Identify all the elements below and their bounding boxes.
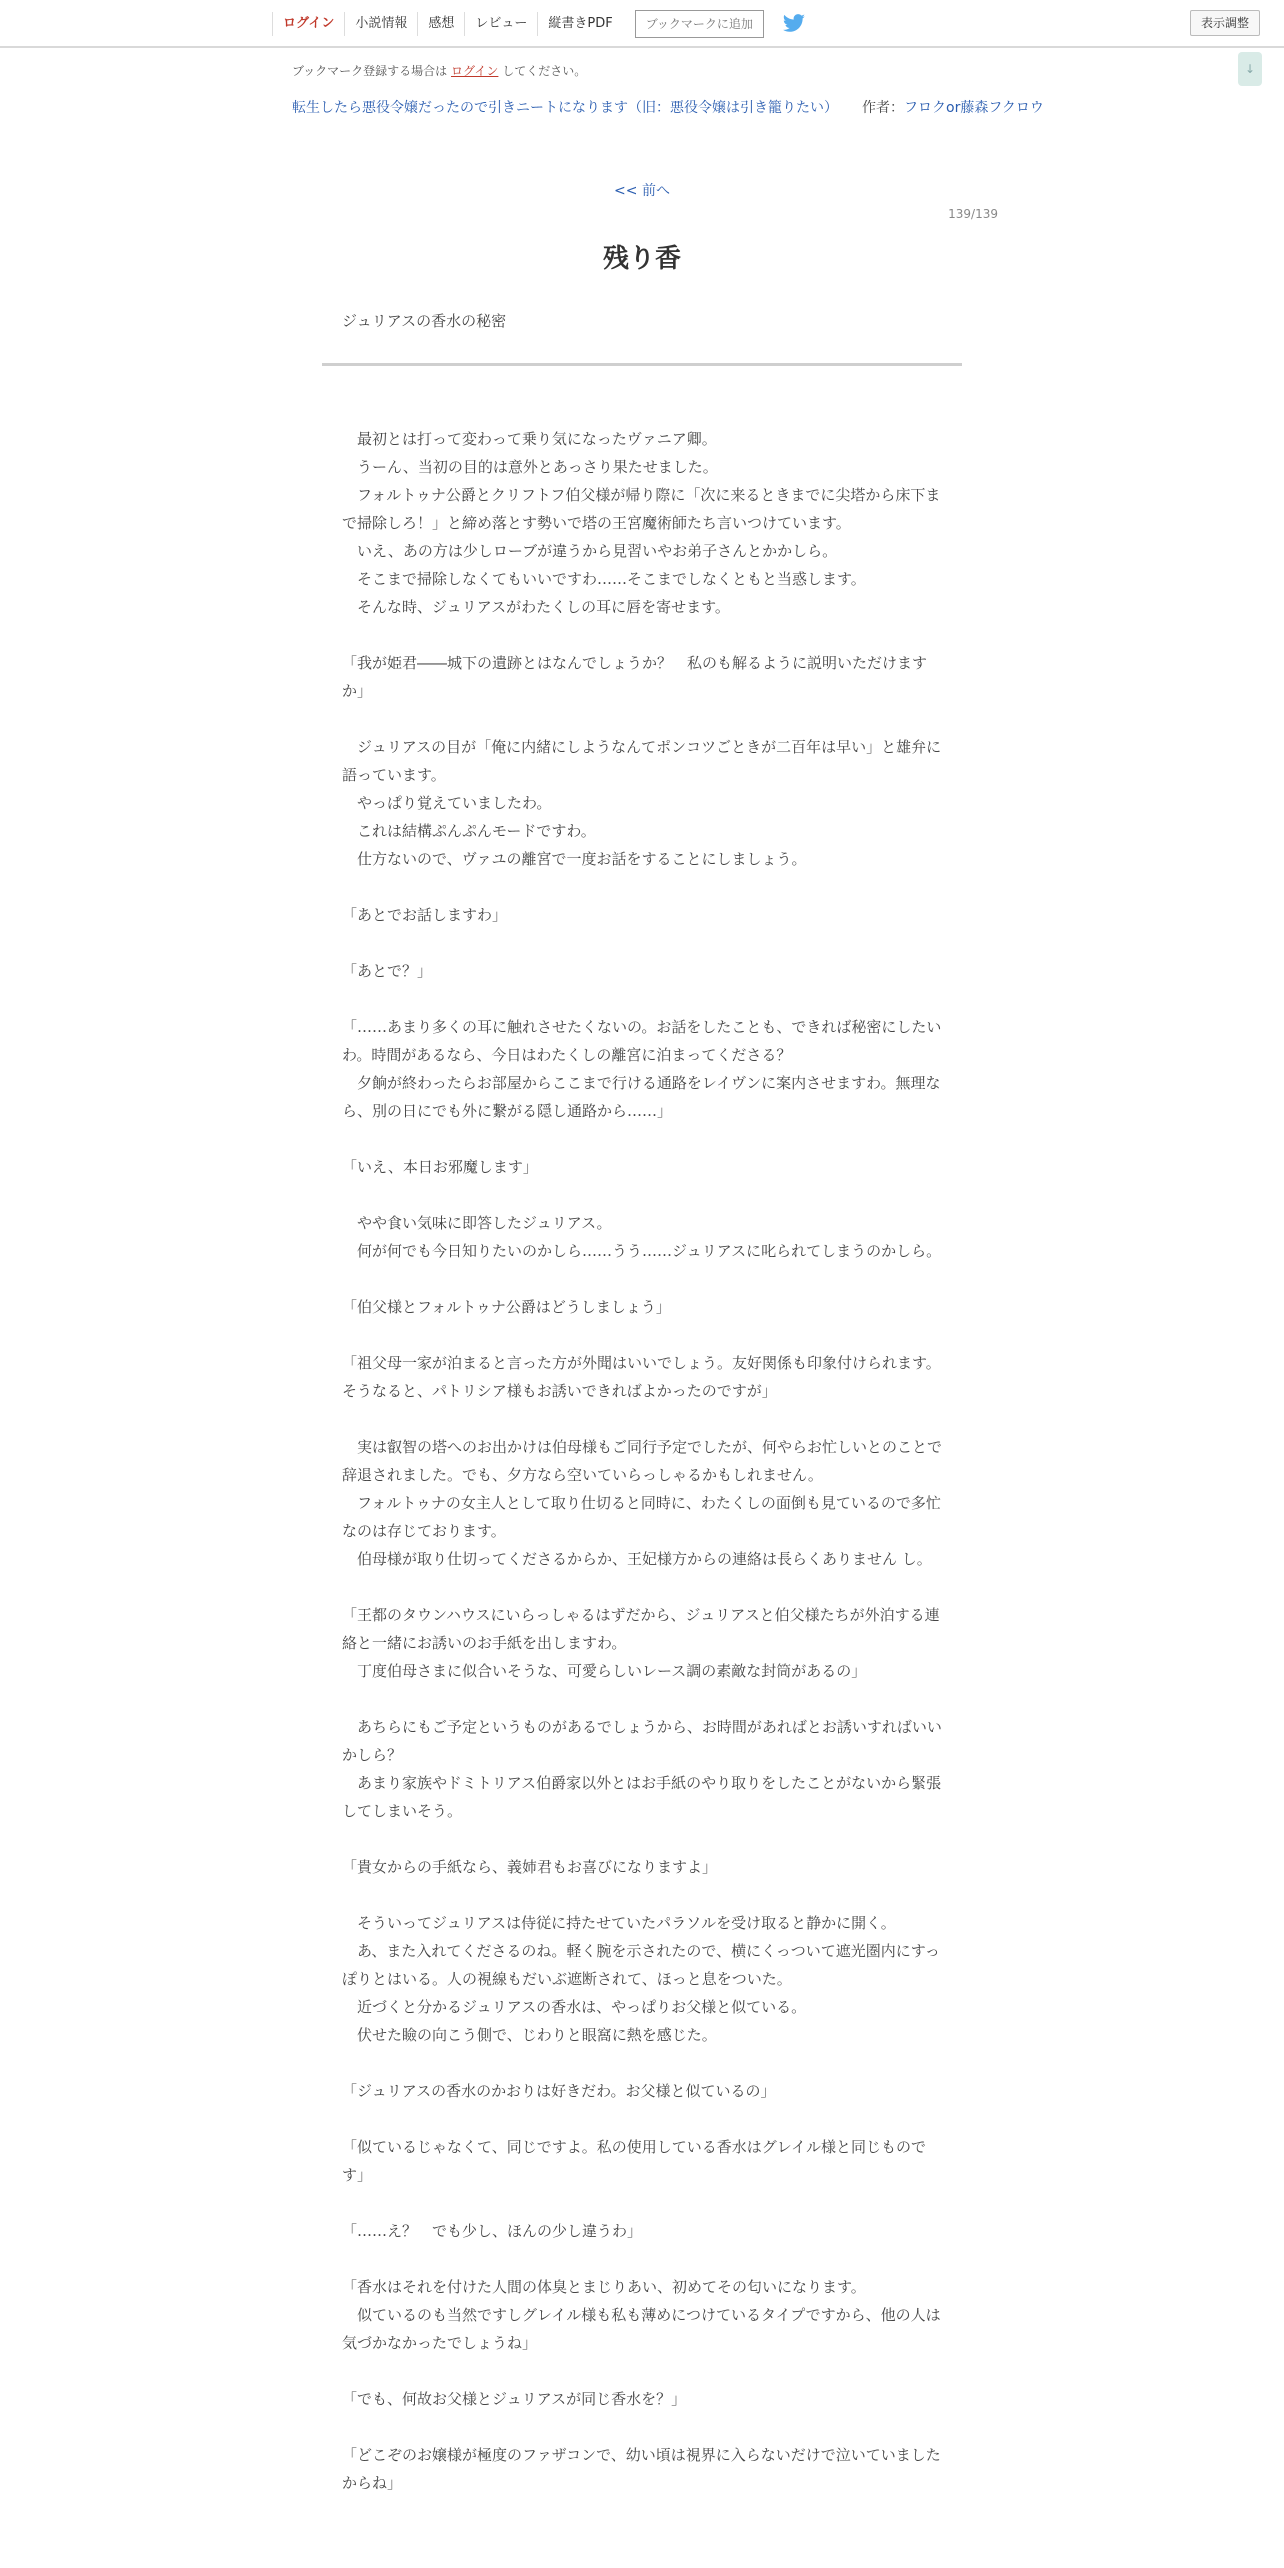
body-paragraph: 「貴女からの手紙なら、義姉君もお喜びになりますよ」 [342, 1858, 718, 1876]
preface-divider [322, 363, 962, 366]
chapter-preface: ジュリアスの香水の秘密 [342, 312, 507, 330]
body-paragraph: ジュリアスの目が「俺に内緒にしようなんてポンコツごときが二百年は早い」と雄弁に語っています。 [342, 738, 942, 784]
chapter-body [342, 425, 942, 2497]
nav-novel-info[interactable]: 小説情報 [344, 12, 417, 36]
blank-line [342, 705, 942, 733]
body-paragraph: やっぱり覚えていましたわ。 [342, 794, 552, 812]
blank-line [342, 1181, 942, 1209]
blank-line [342, 1125, 942, 1153]
body-paragraph: 似ているのも当然ですしグレイル様も私も薄めにつけているタイプですから、他の人は気づかなかったでしょうね」 [342, 2306, 941, 2352]
body-paragraph: 「王都のタウンハウスにいらっしゃるはずだから、ジュリアスと伯父様たちが外泊する連絡と一緒にお誘いのお手紙を出しますわ。 [342, 1606, 940, 1652]
body-paragraph: 「……あまり多くの耳に触れさせたくないの。お話をしたことも、できれば秘密にしたいわ。時間があるなら、今日はわたくしの離宮に泊まってくださる？ [342, 1018, 942, 1064]
nav-vertical-pdf[interactable]: 縦書きPDF [537, 12, 622, 36]
body-paragraph: あまり家族やドミトリアス伯爵家以外とはお手紙のやり取りをしたことがないから緊張してしまいそう。 [342, 1774, 942, 1820]
body-paragraph: そういってジュリアスは侍従に持たせていたパラソルを受け取ると静かに開く。 [342, 1914, 896, 1932]
main-nav [272, 12, 806, 36]
blank-line [342, 873, 942, 901]
author-label: 作者： [862, 100, 904, 116]
body-paragraph: そんな時、ジュリアスがわたくしの耳に唇を寄せます。 [342, 598, 730, 616]
body-paragraph: フォルトゥナの女主人として取り仕切ると同時に、わたくしの面倒も見ているので多忙なのは存じております。 [342, 1494, 941, 1540]
blank-line [342, 2413, 942, 2441]
body-paragraph: 伯母様が取り仕切ってくださるからか、王妃様方からの連絡は長らくありません し。 [342, 1550, 932, 1568]
body-paragraph: いえ、あの方は少しローブが違うから見習いやお弟子さんとかかしら。 [342, 542, 838, 560]
body-paragraph: あちらにもご予定というものがあるでしょうから、お時間があればとお誘いすればいいかしら？ [342, 1718, 942, 1764]
display-settings-button[interactable]: 表示調整 [1190, 10, 1260, 36]
body-paragraph: 「あとでお話しますわ」 [342, 906, 508, 924]
author-link[interactable]: フロクor藤森フクロウ [904, 100, 1044, 116]
body-paragraph: 伏せた瞼の向こう側で、じわりと眼窩に熱を感じた。 [342, 2026, 717, 2044]
add-bookmark-button[interactable]: ブックマークに追加 [635, 10, 764, 38]
chapter-title: 残り香 [602, 244, 681, 274]
body-paragraph: 「どこぞのお嬢様が極度のファザコンで、幼い頃は視界に入らないだけで泣いていましたからね」 [342, 2446, 941, 2492]
blank-line [342, 621, 942, 649]
body-paragraph: うーん、当初の目的は意外とあっさり果たせました。 [342, 458, 718, 476]
blank-line [342, 929, 942, 957]
twitter-bird-icon[interactable] [782, 14, 806, 34]
body-paragraph: 実は叡智の塔へのお出かけは伯母様もご同行予定でしたが、何やらお忙しいとのことで辞退されました。でも、夕方なら空いていらっしゃるかもしれません。 [342, 1438, 943, 1484]
body-paragraph: フォルトゥナ公爵とクリフトフ伯父様が帰り際に「次に来るときまでに尖塔から床下まで掃除しろ！」と締め落とす勢いで塔の王宮魔術師たち言いつけています。 [342, 486, 941, 532]
episode-counter: 139/139 [948, 207, 998, 221]
notice-prefix: ブックマーク登録する場合は [292, 64, 448, 78]
body-paragraph: 「伯父様とフォルトゥナ公爵はどうしましょう」 [342, 1298, 671, 1316]
notice-suffix: してください。 [502, 64, 587, 78]
body-paragraph: 「ジュリアスの香水のかおりは好きだわ。お父様と似ているの」 [342, 2082, 776, 2100]
body-paragraph: やや食い気味に即答したジュリアス。 [342, 1214, 612, 1232]
body-paragraph: これは結構ぷんぷんモードですわ。 [342, 822, 596, 840]
novel-title-link[interactable]: 転生したら悪役令嬢だったので引きニートになります（旧：悪役令嬢は引き籠りたい） [292, 100, 838, 116]
nav-impressions[interactable]: 感想 [417, 12, 464, 36]
body-paragraph: 「祖父母一家が泊まると言った方が外聞はいいでしょう。友好関係も印象付けられます。そうなると、パトリシア様もお誘いできればよかったのですが」 [342, 1354, 941, 1400]
body-paragraph: 「あとで？」 [342, 962, 433, 980]
blank-line [342, 2189, 942, 2217]
body-paragraph: 「……え？ でも少し、ほんの少し違うわ」 [342, 2222, 643, 2240]
body-paragraph: 「似ているじゃなくて、同じですよ。私の使用している香水はグレイル様と同じものです」 [342, 2138, 926, 2184]
body-paragraph: 「でも、何故お父様とジュリアスが同じ香水を？」 [342, 2390, 687, 2408]
blank-line [342, 1685, 942, 1713]
body-paragraph: 最初とは打って変わって乗り気になったヴァニア卿。 [342, 430, 717, 448]
body-paragraph: あ、また入れてくださるのね。軽く腕を示されたので、横にくっついて遮光圏内にすっぽりとはいる。人の視線もだいぶ遮断されて、ほっと息をついた。 [342, 1942, 940, 1988]
body-paragraph: 何が何でも今日知りたいのかしら……うう……ジュリアスに叱られてしまうのかしら。 [342, 1242, 942, 1260]
blank-line [342, 1265, 942, 1293]
body-paragraph: 近づくと分かるジュリアスの香水は、やっぱりお父様と似ている。 [342, 1998, 807, 2016]
nav-login[interactable]: ログイン [272, 12, 344, 36]
author-line [862, 95, 1044, 121]
body-paragraph: 仕方ないので、ヴァユの離宮で一度お話をすることにしましょう。 [342, 850, 807, 868]
nav-review[interactable]: レビュー [464, 12, 537, 36]
blank-line [342, 1321, 942, 1349]
blank-line [342, 985, 942, 1013]
blank-line [342, 1405, 942, 1433]
body-paragraph: 丁度伯母さまに似合いそうな、可愛らしいレース調の素敵な封筒があるの」 [342, 1662, 867, 1680]
blank-line [342, 1573, 942, 1601]
body-paragraph: 「香水はそれを付けた人間の体臭とまじりあい、初めてその匂いになります。 [342, 2278, 866, 2296]
notice-login-link[interactable]: ログイン [451, 64, 499, 78]
prev-episode-link[interactable]: << 前へ [614, 183, 670, 199]
body-paragraph: そこまで掃除しなくてもいいですわ……そこまでしなくともと当惑します。 [342, 570, 866, 588]
body-paragraph: 「我が姫君――城下の遺跡とはなんでしょうか？ 私のも解るように説明いただけますか」 [342, 654, 928, 700]
blank-line [342, 2105, 942, 2133]
blank-line [342, 1881, 942, 1909]
blank-line [342, 1825, 942, 1853]
body-paragraph: 「いえ、本日お邪魔します」 [342, 1158, 538, 1176]
bookmark-notice [292, 62, 586, 79]
body-paragraph: 夕餉が終わったらお部屋からここまで行ける通路をレイヴンに案内させますわ。無理なら、別の日にでも外に繋がる隠し通路から……」 [342, 1074, 941, 1120]
blank-line [342, 2357, 942, 2385]
blank-line [342, 2245, 942, 2273]
scroll-down-button[interactable]: ↓ [1238, 52, 1262, 86]
top-bar [0, 0, 1284, 48]
blank-line [342, 2049, 942, 2077]
